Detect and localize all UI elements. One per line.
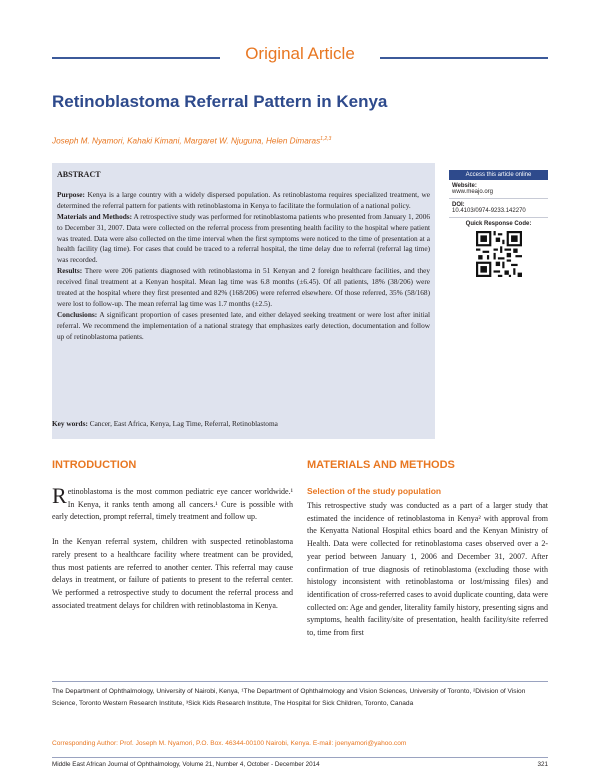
doi-label: DOI: <box>452 202 465 208</box>
conclusions-label: Conclusions: <box>57 309 98 319</box>
intro-paragraph-1 <box>52 483 293 524</box>
abstract-methods <box>57 212 430 267</box>
author-names: Joseph M. Nyamori, Kahaki Kimani, Margaret W. Njuguna, Helen Dimaras <box>52 136 321 146</box>
footer-rule <box>52 757 548 758</box>
section-label: Original Article <box>245 44 355 63</box>
purpose-label: Purpose: <box>57 189 85 199</box>
affiliation-rule <box>52 681 548 682</box>
access-sidebar <box>449 170 548 286</box>
sidebar-website-row <box>449 180 548 199</box>
affiliations: The Department of Ophthalmology, University of Nairobi, Kenya, ¹The Department of Ophthalmology and Vision Sciences, University of Toronto, ²Division of Vision Science, Toronto Western Research Institute, ³Sick Kids Research Institute, The Hospital for Sick Children, Toronto, Canada <box>52 688 526 707</box>
keywords-text: Cancer, East Africa, Kenya, Lag Time, Referral, Retinoblastoma <box>87 419 278 428</box>
abstract-results <box>57 266 430 310</box>
purpose-text: Kenya is a large country with a widely dispersed population. As retinoblastoma requires specialized treatment, we determined the referral pattern for patients with retinoblastoma in Kenya to facilitate the formulation of a national policy. <box>57 189 430 210</box>
abstract-conclusions <box>57 310 430 343</box>
results-text: There were 206 patients diagnosed with retinoblastoma in 51 Kenyan and 2 foreign healthcare facilities, and they received final treatment at a Kenyan hospital. Mean lag time was 6.8 months (±6.45). Of all patients, 18% (38/206) were treated at the hospital where they first presented and 82% (168/206) were referred elsewhere. Of those referred, 35% (58/168) were lost to follow-up. The mean referral lag time was 1.7 months (±2.5). <box>57 266 430 308</box>
intro-p1-text: etinoblastoma is the most common pediatric eye cancer worldwide.¹ In Kenya, it ranks tenth among all cancers.¹ Cure is possible with early detection, prompt referral, timely treatment and follow up. <box>52 487 293 522</box>
qr-code-icon <box>476 231 522 277</box>
website-link[interactable]: www.meajo.org <box>452 189 494 195</box>
doi-value[interactable]: 10.4103/0974-9233.142270 <box>452 208 526 214</box>
abstract-purpose <box>57 190 430 212</box>
methods-column <box>307 500 548 652</box>
intro-column <box>52 483 293 624</box>
intro-heading: INTRODUCTION <box>52 459 137 471</box>
abstract-box <box>52 163 435 439</box>
results-label: Results: <box>57 266 83 276</box>
corresponding-author: Corresponding Author: Prof. Joseph M. Nyamori, P.O. Box. 46344-00100 Nairobi, Kenya. E-mail: joenyamori@yahoo.com <box>52 740 407 747</box>
methods-paragraph-1: This retrospective study was conducted as a part of a larger study that estimated the incidence of retinoblastoma in Kenya² with approval from the Kenyatta National Hospital ethics board and the Kenyan Ministry of Health. Data were collected for retinoblastoma cases observed over a 2-year period between January 1, 2006 and December 31, 2007. After confirmation of true diagnosis of retinoblastoma (excluding those with histology inconsistent with retinoblastoma or lost/missing files) and identification of cross-referred cases to avoid duplicate counting, data were collected on: Age and gender, literality family history, presenting signs and symptoms, health facility/site of presentation, health facility/site referred to, time from first <box>307 501 548 638</box>
authors <box>52 136 331 146</box>
sidebar-qr-row <box>449 218 548 286</box>
intro-paragraph-2: In the Kenyan referral system, children with suspected retinoblastoma rarely present to a healthcare facility where treatment can be provided, thus most patients are referred to another center. This referral may cause delays in treatment, or failure of patients to present to the referral center. We performed a retrospective study to document the referral process and associated treatment delays for children with retinoblastoma in Kenya. <box>52 537 293 610</box>
sidebar-heading: Access this article online <box>449 170 548 180</box>
methods-text: A retrospective study was performed for retinoblastoma patients who presented from January 1, 2006 to December 31, 2007. Data were collected on the referral process from presenting health facility to the hospital where patient was treated. Data were also collected on the time interval when the first symptoms were noticed to the time of presentation at a health facility (lag time). For cases that could be traced to a referral hospital, the time delay due to referral (referral lag time) was recorded. <box>57 211 430 265</box>
journal-footer: Middle East African Journal of Ophthalmology, Volume 21, Number 4, October - December 2014 <box>52 761 320 768</box>
sidebar-doi-row <box>449 199 548 218</box>
methods-heading: MATERIALS AND METHODS <box>307 459 455 471</box>
page-number: 321 <box>537 761 548 768</box>
conclusions-text: A significant proportion of cases presented late, and either delayed seeking treatment or were lost after initial referral. We recommend the implementation of a national strategy that emphasizes early detection, documentation and follow up of retinoblastoma patients. <box>57 309 430 341</box>
website-label: Website: <box>452 183 477 189</box>
keywords <box>52 419 435 428</box>
article-title: Retinoblastoma Referral Pattern in Kenya <box>52 92 388 111</box>
methods-label: Materials and Methods: <box>57 211 133 221</box>
keywords-label: Key words: <box>52 419 88 428</box>
methods-subheading: Selection of the study population <box>307 486 442 496</box>
abstract-heading: ABSTRACT <box>57 170 101 179</box>
dropcap: R <box>52 483 67 508</box>
qr-label: Quick Response Code: <box>465 221 532 227</box>
author-superscript: 1,2,3 <box>320 136 332 142</box>
